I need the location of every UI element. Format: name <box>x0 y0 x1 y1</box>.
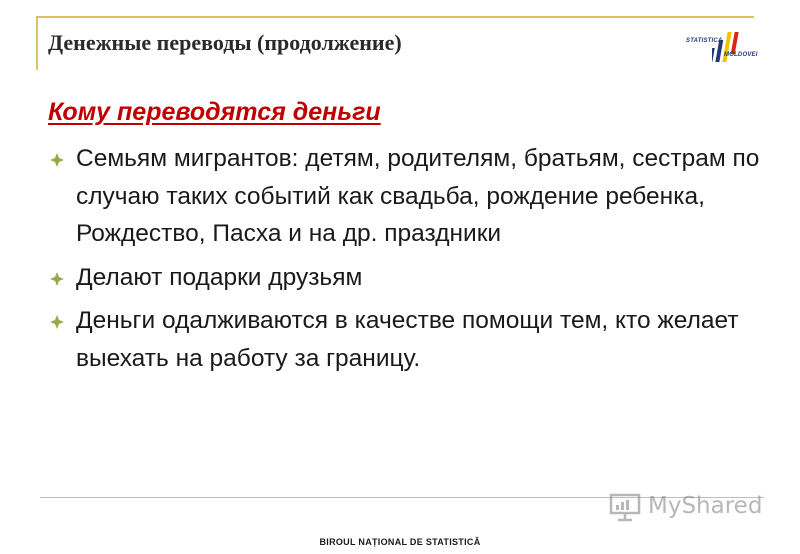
logo-line2: MOLDOVEI <box>724 52 758 58</box>
slide-title: Денежные переводы (продолжение) <box>48 30 402 55</box>
bullet-text: Семьям мигрантов: детям, родителям, братьям, сестрам по случаю таких событий как свадьба, рождение ребенка, Рождество, Пасха и на др. праздники <box>76 145 760 247</box>
footer-text: BIROUL NAȚIONAL DE STATISTICĂ <box>319 537 481 547</box>
bullet-list <box>48 140 768 383</box>
diamond-bullet-icon <box>50 272 64 286</box>
myshared-watermark[interactable] <box>608 490 768 524</box>
presentation-board-icon <box>608 492 642 522</box>
list-item <box>48 259 768 297</box>
logo-bars-icon <box>712 30 746 64</box>
diamond-bullet-icon <box>50 153 64 167</box>
bullet-text: Деньги одалживаются в качестве помощи тем, кто желает выехать на работу за границу. <box>76 307 739 372</box>
statistica-moldovei-logo <box>686 30 758 66</box>
subheading: Кому переводятся деньги <box>48 98 381 126</box>
logo-line1: STATISTICA <box>686 38 723 44</box>
diamond-bullet-icon <box>50 315 64 329</box>
list-item <box>48 140 768 253</box>
list-item <box>48 302 768 377</box>
bullet-text: Делают подарки друзьям <box>76 263 363 291</box>
watermark-text: MyShared <box>648 493 763 519</box>
